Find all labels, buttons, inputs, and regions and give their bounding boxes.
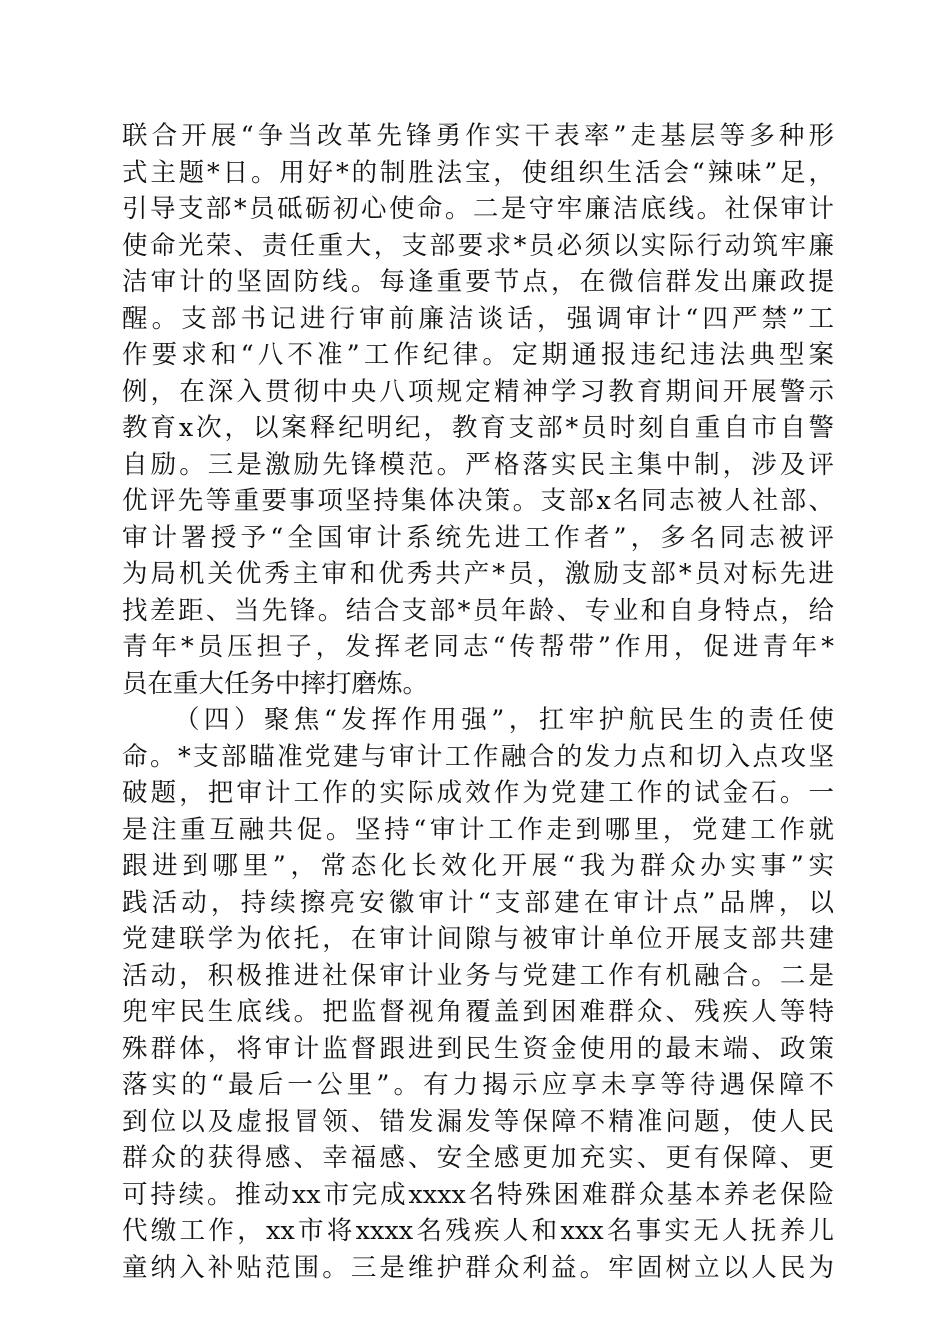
text-line: 命。*支部瞄准党建与审计工作融合的发力点和切入点攻坚 [122,741,834,772]
body-text [122,118,834,1286]
text-line: 教育x次，以案释纪明纪，教育支部*员时刻自重自市自警 [122,413,834,443]
text-line: 为局机关优秀主审和优秀共产*员，激励支部*员对标先进 [122,559,834,589]
text-line: 联合开展“争当改革先锋勇作实干表率”走基层等多种形 [122,121,834,151]
text-line: 童纳入补贴范围。三是维护群众利益。牢固树立以人民为 [122,1252,834,1283]
section-heading-line: （四）聚焦“发挥作用强”，扛牢护航民生的责任使 [174,705,834,735]
text-line: 党建联学为依托，在审计间隙与被审计单位开展支部共建 [122,924,834,954]
text-line: 殊群体，将审计监督跟进到民生资金使用的最末端、政策 [122,1033,834,1064]
text-line: 式主题*日。用好*的制胜法宝，使组织生活会“辣味”足， [122,157,834,188]
text-line: 找差距、当先锋。结合支部*员年龄、专业和自身特点，给 [122,595,834,626]
text-line: 员在重大任务中摔打磨炼。 [122,668,429,699]
text-line: 落实的“最后一公里”。有力揭示应享未享等待遇保障不 [122,1070,834,1100]
text-line: 洁审计的坚固防线。每逢重要节点，在微信群发出廉政提 [122,267,834,297]
text-line: 跟进到哪里”，常态化长效化开展“我为群众办实事”实 [122,851,834,881]
text-line: 审计署授予“全国审计系统先进工作者”，多名同志被评 [122,522,834,553]
text-line: 青年*员压担子，发挥老同志“传帮带”作用，促进青年* [122,632,834,662]
text-line: 醒。支部书记进行审前廉洁谈话，强调审计“四严禁”工 [122,303,834,334]
text-line: 践活动，持续擦亮安徽审计“支部建在审计点”品牌，以 [122,887,834,918]
text-line: 群众的获得感、幸福感、安全感更加充实、更有保障、更 [122,1143,834,1173]
text-line: 使命光荣、责任重大，支部要求*员必须以实际行动筑牢廉 [122,230,834,261]
text-line: 破题，把审计工作的实际成效作为党建工作的试金石。一 [122,778,834,808]
text-line: 可持续。推动xx市完成xxxx名特殊困难群众基本养老保险 [122,1179,834,1210]
text-line: 例，在深入贯彻中央八项规定精神学习教育期间开展警示 [122,376,834,407]
text-line: 优评先等重要事项坚持集体决策。支部x名同志被人社部、 [122,486,834,516]
text-line: 到位以及虚报冒领、错发漏发等保障不精准问题，使人民 [122,1106,834,1137]
text-line: 是注重互融共促。坚持“审计工作走到哪里，党建工作就 [122,814,834,845]
text-line: 代缴工作，xx市将xxxx名残疾人和xxx名事实无人抚养儿 [122,1216,834,1246]
text-line: 活动，积极推进社保审计业务与党建工作有机融合。二是 [122,960,834,991]
text-line: 自励。三是激励先锋模范。严格落实民主集中制，涉及评 [122,449,834,480]
text-line: 兜牢民生底线。把监督视角覆盖到困难群众、残疾人等特 [122,997,834,1027]
text-line: 作要求和“八不准”工作纪律。定期通报违纪违法典型案 [122,340,834,370]
text-line: 引导支部*员砥砺初心使命。二是守牢廉洁底线。社保审计 [122,194,834,224]
